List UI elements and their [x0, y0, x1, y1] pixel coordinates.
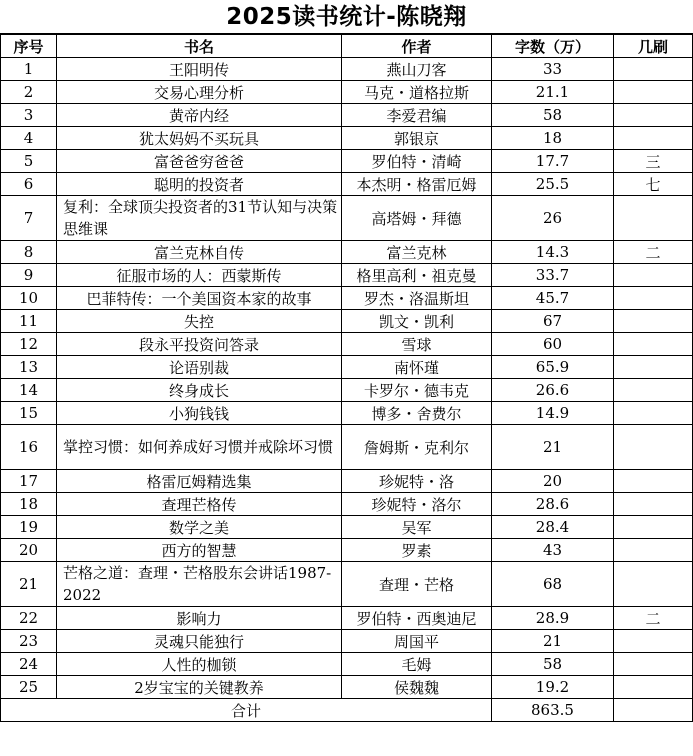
table-row	[1, 630, 693, 653]
book-title-cell: 小狗钱钱	[57, 402, 342, 425]
author-cell: 郭银京	[342, 127, 492, 150]
row-number-cell: 13	[1, 356, 57, 379]
read-count-cell	[614, 516, 693, 539]
book-title-cell: 格雷厄姆精选集	[57, 470, 342, 493]
word-count-cell: 21	[492, 630, 614, 653]
table-row	[1, 58, 693, 81]
author-cell: 罗素	[342, 539, 492, 562]
read-count-cell: 二	[614, 241, 693, 264]
total-prints	[614, 699, 693, 722]
word-count-cell: 21.1	[492, 81, 614, 104]
book-title-cell: 征服市场的人：西蒙斯传	[57, 264, 342, 287]
total-row	[1, 699, 693, 722]
header-words: 字数（万）	[492, 35, 614, 58]
table-row	[1, 607, 693, 630]
table-row	[1, 173, 693, 196]
book-title-cell: 王阳明传	[57, 58, 342, 81]
author-cell: 燕山刀客	[342, 58, 492, 81]
book-title-cell: 西方的智慧	[57, 539, 342, 562]
row-number-cell: 4	[1, 127, 57, 150]
book-title-cell: 交易心理分析	[57, 81, 342, 104]
read-count-cell	[614, 630, 693, 653]
row-number-cell: 1	[1, 58, 57, 81]
row-number-cell: 9	[1, 264, 57, 287]
word-count-cell: 65.9	[492, 356, 614, 379]
author-cell: 罗杰・洛温斯坦	[342, 287, 492, 310]
book-title-cell: 聪明的投资者	[57, 173, 342, 196]
book-title-cell: 掌控习惯：如何养成好习惯并戒除坏习惯	[57, 425, 342, 470]
row-number-cell: 15	[1, 402, 57, 425]
row-number-cell: 3	[1, 104, 57, 127]
author-cell: 侯魏魏	[342, 676, 492, 699]
table-row	[1, 287, 693, 310]
author-cell: 李爱君编	[342, 104, 492, 127]
word-count-cell: 68	[492, 562, 614, 607]
word-count-cell: 19.2	[492, 676, 614, 699]
word-count-cell: 20	[492, 470, 614, 493]
author-cell: 富兰克林	[342, 241, 492, 264]
author-cell: 詹姆斯・克利尔	[342, 425, 492, 470]
row-number-cell: 12	[1, 333, 57, 356]
table-row	[1, 425, 693, 470]
read-count-cell	[614, 264, 693, 287]
table-row	[1, 310, 693, 333]
row-number-cell: 17	[1, 470, 57, 493]
author-cell: 雪球	[342, 333, 492, 356]
read-count-cell	[614, 81, 693, 104]
row-number-cell: 7	[1, 196, 57, 241]
table-row	[1, 493, 693, 516]
author-cell: 南怀瑾	[342, 356, 492, 379]
read-count-cell	[614, 127, 693, 150]
table-row	[1, 653, 693, 676]
header-row	[1, 35, 693, 58]
row-number-cell: 20	[1, 539, 57, 562]
table-row	[1, 81, 693, 104]
author-cell: 凯文・凯利	[342, 310, 492, 333]
author-cell: 本杰明・格雷厄姆	[342, 173, 492, 196]
word-count-cell: 33.7	[492, 264, 614, 287]
read-count-cell: 二	[614, 607, 693, 630]
row-number-cell: 18	[1, 493, 57, 516]
word-count-cell: 17.7	[492, 150, 614, 173]
word-count-cell: 26.6	[492, 379, 614, 402]
author-cell: 珍妮特・洛	[342, 470, 492, 493]
word-count-cell: 18	[492, 127, 614, 150]
book-title-cell: 失控	[57, 310, 342, 333]
read-count-cell	[614, 196, 693, 241]
book-title-cell: 查理芒格传	[57, 493, 342, 516]
book-title-cell: 数学之美	[57, 516, 342, 539]
word-count-cell: 58	[492, 653, 614, 676]
author-cell: 罗伯特・清崎	[342, 150, 492, 173]
author-cell: 马克・道格拉斯	[342, 81, 492, 104]
row-number-cell: 2	[1, 81, 57, 104]
table-row	[1, 127, 693, 150]
read-count-cell	[614, 493, 693, 516]
read-count-cell: 三	[614, 150, 693, 173]
word-count-cell: 33	[492, 58, 614, 81]
book-title-cell: 富爸爸穷爸爸	[57, 150, 342, 173]
word-count-cell: 67	[492, 310, 614, 333]
row-number-cell: 11	[1, 310, 57, 333]
read-count-cell	[614, 333, 693, 356]
word-count-cell: 25.5	[492, 173, 614, 196]
table-row	[1, 104, 693, 127]
book-title-cell: 芒格之道：查理・芒格股东会讲话1987-2022	[57, 562, 342, 607]
read-count-cell	[614, 356, 693, 379]
book-title-cell: 复利：全球顶尖投资者的31节认知与决策思维课	[57, 196, 342, 241]
total-label: 合计	[1, 699, 492, 722]
row-number-cell: 14	[1, 379, 57, 402]
row-number-cell: 16	[1, 425, 57, 470]
table-row	[1, 516, 693, 539]
table-row	[1, 470, 693, 493]
row-number-cell: 6	[1, 173, 57, 196]
book-title-cell: 段永平投资问答录	[57, 333, 342, 356]
author-cell: 珍妮特・洛尔	[342, 493, 492, 516]
book-title-cell: 终身成长	[57, 379, 342, 402]
row-number-cell: 10	[1, 287, 57, 310]
word-count-cell: 60	[492, 333, 614, 356]
book-title-cell: 犹太妈妈不买玩具	[57, 127, 342, 150]
author-cell: 格里高利・祖克曼	[342, 264, 492, 287]
word-count-cell: 45.7	[492, 287, 614, 310]
book-title-cell: 影响力	[57, 607, 342, 630]
read-count-cell	[614, 562, 693, 607]
word-count-cell: 26	[492, 196, 614, 241]
book-title-cell: 人性的枷锁	[57, 653, 342, 676]
table-row	[1, 150, 693, 173]
read-count-cell	[614, 104, 693, 127]
read-count-cell	[614, 379, 693, 402]
book-title-cell: 2岁宝宝的关键教养	[57, 676, 342, 699]
read-count-cell	[614, 425, 693, 470]
header-author: 作者	[342, 35, 492, 58]
header-title: 书名	[57, 35, 342, 58]
word-count-cell: 14.3	[492, 241, 614, 264]
author-cell: 吴军	[342, 516, 492, 539]
book-title-cell: 巴菲特传：一个美国资本家的故事	[57, 287, 342, 310]
table-row	[1, 562, 693, 607]
word-count-cell: 28.9	[492, 607, 614, 630]
table-row	[1, 333, 693, 356]
read-count-cell	[614, 58, 693, 81]
table-row	[1, 676, 693, 699]
read-count-cell	[614, 310, 693, 333]
word-count-cell: 28.6	[492, 493, 614, 516]
read-count-cell	[614, 470, 693, 493]
table-row	[1, 539, 693, 562]
word-count-cell: 28.4	[492, 516, 614, 539]
row-number-cell: 25	[1, 676, 57, 699]
read-count-cell	[614, 653, 693, 676]
table-row	[1, 402, 693, 425]
book-title-cell: 黄帝内经	[57, 104, 342, 127]
table-row	[1, 379, 693, 402]
header-prints: 几刷	[614, 35, 693, 58]
word-count-cell: 21	[492, 425, 614, 470]
row-number-cell: 21	[1, 562, 57, 607]
table-row	[1, 264, 693, 287]
book-title-cell: 富兰克林自传	[57, 241, 342, 264]
table-row	[1, 241, 693, 264]
header-no: 序号	[1, 35, 57, 58]
read-count-cell	[614, 539, 693, 562]
author-cell: 毛姆	[342, 653, 492, 676]
author-cell: 周国平	[342, 630, 492, 653]
row-number-cell: 22	[1, 607, 57, 630]
read-count-cell	[614, 402, 693, 425]
book-title-cell: 论语别裁	[57, 356, 342, 379]
read-count-cell	[614, 676, 693, 699]
author-cell: 卡罗尔・德韦克	[342, 379, 492, 402]
word-count-cell: 58	[492, 104, 614, 127]
read-count-cell	[614, 287, 693, 310]
read-count-cell: 七	[614, 173, 693, 196]
table-row	[1, 356, 693, 379]
row-number-cell: 23	[1, 630, 57, 653]
row-number-cell: 8	[1, 241, 57, 264]
author-cell: 博多・舍费尔	[342, 402, 492, 425]
total-words: 863.5	[492, 699, 614, 722]
row-number-cell: 5	[1, 150, 57, 173]
reading-table	[0, 34, 693, 722]
row-number-cell: 19	[1, 516, 57, 539]
book-title-cell: 灵魂只能独行	[57, 630, 342, 653]
author-cell: 查理・芒格	[342, 562, 492, 607]
author-cell: 高塔姆・拜德	[342, 196, 492, 241]
sheet-title: 2025读书统计-陈晓翔	[0, 0, 693, 34]
word-count-cell: 14.9	[492, 402, 614, 425]
table-row	[1, 196, 693, 241]
author-cell: 罗伯特・西奥迪尼	[342, 607, 492, 630]
row-number-cell: 24	[1, 653, 57, 676]
word-count-cell: 43	[492, 539, 614, 562]
